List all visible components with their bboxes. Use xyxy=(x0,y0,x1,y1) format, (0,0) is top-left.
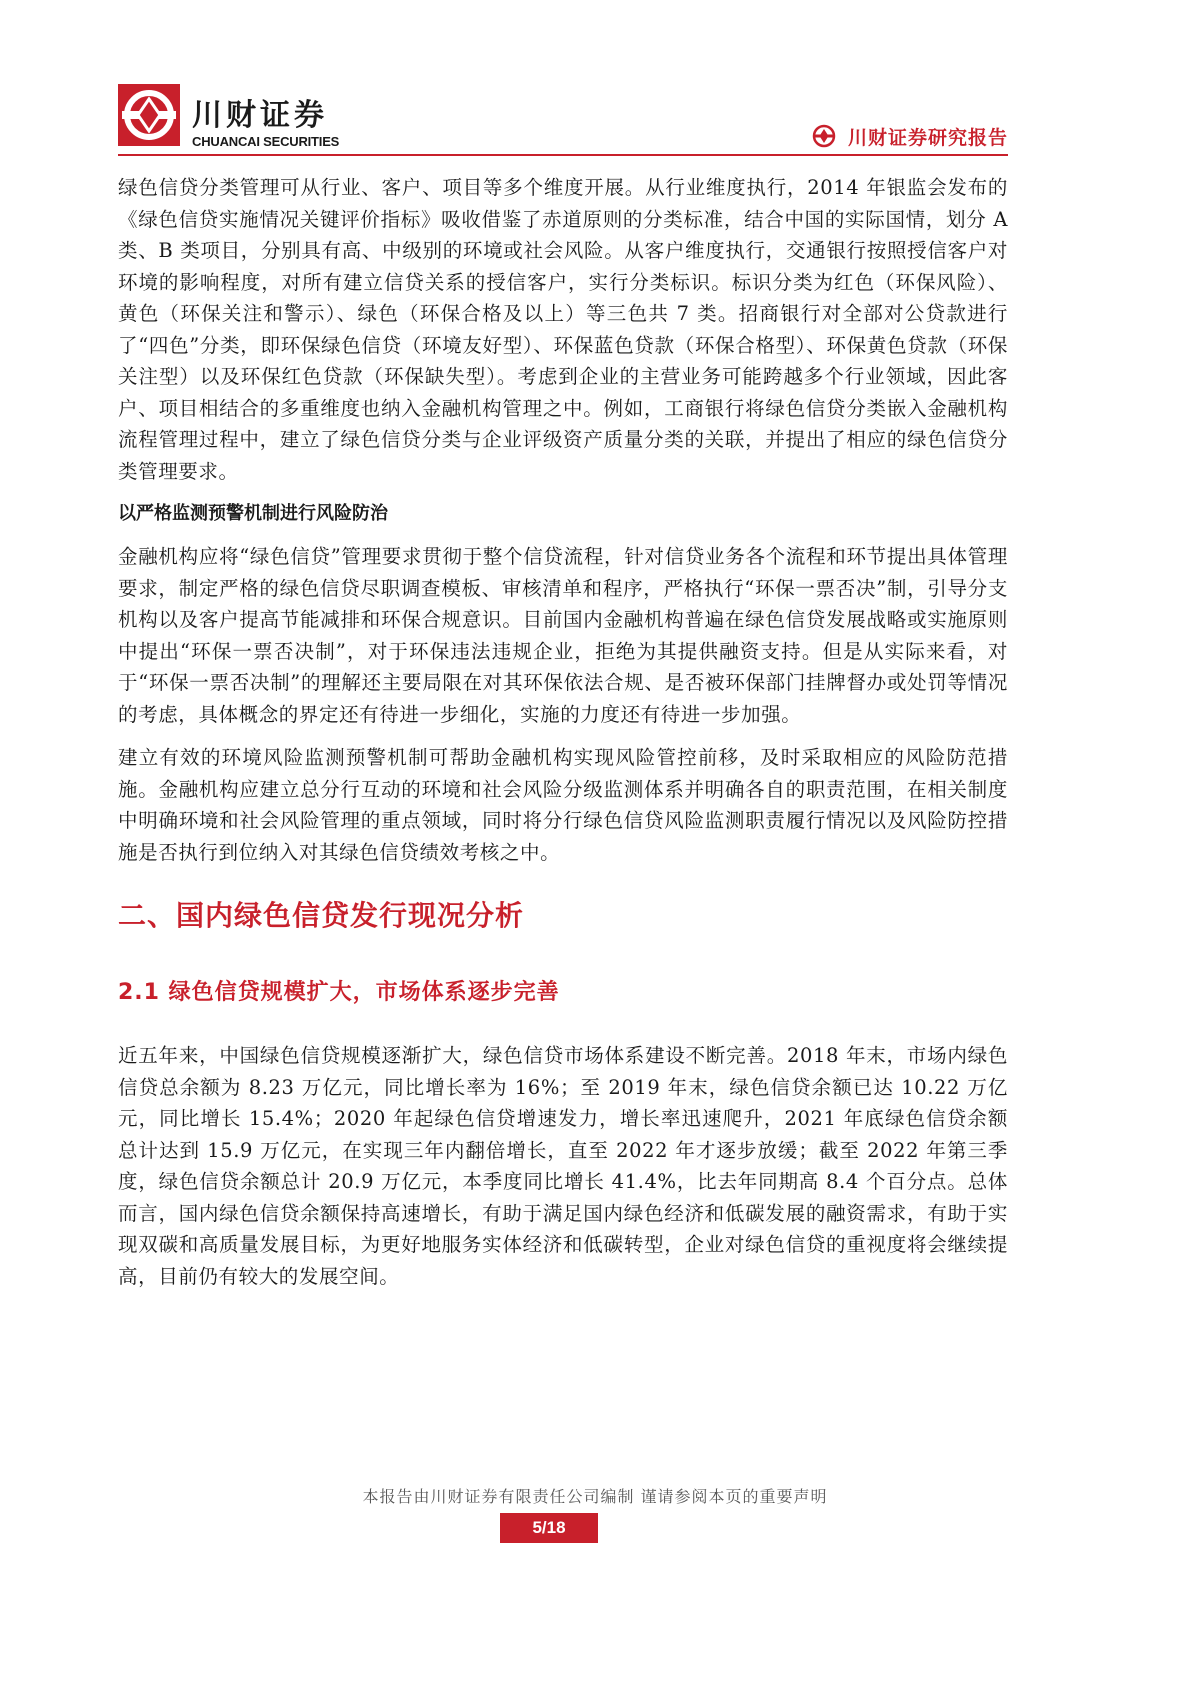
small-logo-icon xyxy=(812,124,836,148)
paragraph-early-warning: 建立有效的环境风险监测预警机制可帮助金融机构实现风险管控前移，及时采取相应的风险防范措施。金融机构应建立总分行互动的环境和社会风险分级监测体系并明确各自的职责范围，在相关制度中明确环境和社会风险管理的重点领域，同时将分行绿色信贷风险监测职责履行情况以及风险防控措施是否执行到位纳入对其绿色信贷绩效考核之中。 xyxy=(118,746,1008,864)
main-content xyxy=(118,172,1008,1304)
section-heading: 二、国内绿色信贷发行现况分析 xyxy=(118,899,525,932)
paragraph-classification: 绿色信贷分类管理可从行业、客户、项目等多个维度开展。从行业维度执行，2014 年银监会发布的《绿色信贷实施情况关键评价指标》吸收借鉴了赤道原则的分类标准，结合中国的实际国情，划分 A 类、B 类项目，分别具有高、中级别的环境或社会风险。从客户维度执行，交通银行按照授信客户对环境的影响程度，对所有建立信贷关系的授信客户，实行分类标识。标识分类为红色（环保风险）、黄色（环保关注和警示）、绿色（环保合格及以上）等三色共 7 类。招商银行对全部对公贷款进行了“四色”分类，即环保绿色信贷（环境友好型）、环保蓝色贷款（环保合格型）、环保黄色贷款（环保关注型）以及环保红色贷款（环保缺失型）。考虑到企业的主营业务可能跨越多个行业领域，因此客户、项目相结合的多重维度也纳入金融机构管理之中。例如，工商银行将绿色信贷分类嵌入金融机构流程管理过程中，建立了绿色信贷分类与企业评级资产质量分类的关联，并提出了相应的绿色信贷分类管理要求。 xyxy=(118,176,1008,483)
page-number: 5/18 xyxy=(500,1513,598,1543)
page-header xyxy=(118,84,1008,154)
brand-name-en: CHUANCAI SECURITIES xyxy=(192,134,340,149)
paragraph-scale-growth: 近五年来，中国绿色信贷规模逐渐扩大，绿色信贷市场体系建设不断完善。2018 年末，市场内绿色信贷总余额为 8.23 万亿元，同比增长率为 16%；至 2019 年末，绿色信贷余额已达 10.22 万亿元，同比增长 15.4%；2020 年起绿色信贷增速发力，增长率迅速爬升，2021 年底绿色信贷余额总计达到 15.9 万亿元，在实现三年内翻倍增长，直至 2022 年才逐步放缓；截至 2022 年第三季度，绿色信贷余额总计 20.9 万亿元，本季度同比增长 41.4%，比去年同期高 8.4 个百分点。总体而言，国内绿色信贷余额保持高速增长，有助于满足国内绿色经济和低碳发展的融资需求，有助于实现双碳和高质量发展目标，为更好地服务实体经济和低碳转型，企业对绿色信贷的重视度将会继续提高，目前仍有较大的发展空间。 xyxy=(118,1044,1008,1288)
subheading-risk-monitoring: 以严格监测预警机制进行风险防治 xyxy=(118,503,388,524)
brand-name-cn: 川财证券 xyxy=(192,98,328,133)
footer-disclaimer: 本报告由川财证券有限责任公司编制 谨请参阅本页的重要声明 xyxy=(362,1487,828,1506)
header-divider xyxy=(118,154,1008,156)
report-title: 川财证券研究报告 xyxy=(847,126,1008,149)
chuancai-logo-icon xyxy=(118,84,180,146)
report-title-block xyxy=(812,122,1008,150)
paragraph-veto-system: 金融机构应将“绿色信贷”管理要求贯彻于整个信贷流程，针对信贷业务各个流程和环节提出具体管理要求，制定严格的绿色信贷尽职调查模板、审核清单和程序，严格执行“环保一票否决”制，引导分支机构以及客户提高节能减排和环保合规意识。目前国内金融机构普遍在绿色信贷发展战略或实施原则中提出“环保一票否决制”，对于环保违法违规企业，拒绝为其提供融资支持。但是从实际来看，对于“环保一票否决制”的理解还主要局限在对其环保依法合规、是否被环保部门挂牌督办或处罚等情况的考虑，具体概念的界定还有待进一步细化，实施的力度还有待进一步加强。 xyxy=(118,545,1008,726)
subsection-heading: 2.1 绿色信贷规模扩大，市场体系逐步完善 xyxy=(118,980,560,1005)
